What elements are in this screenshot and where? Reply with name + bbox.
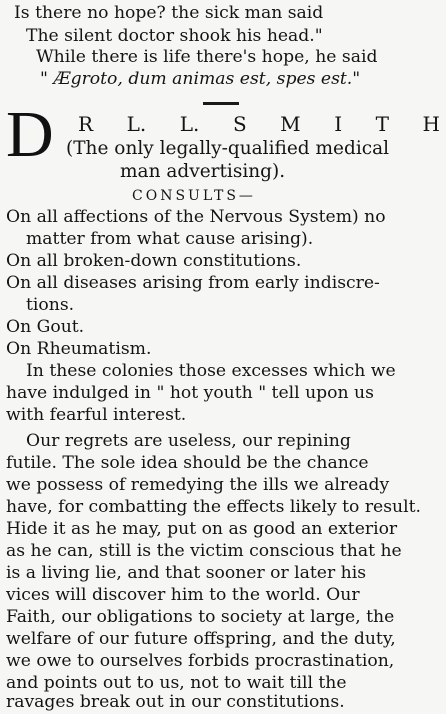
- list-item: matter from what cause arising).: [26, 229, 314, 249]
- body-line: Hide it as he may, put on as good an exterior: [6, 519, 398, 539]
- verse-line-3: While there is life there's hope, he said: [36, 47, 378, 67]
- body-line: futile. The sole idea should be the chance: [6, 453, 369, 473]
- body-line: as he can, still is the victim conscious that he: [6, 541, 402, 561]
- section-divider: [203, 102, 239, 105]
- body-line: have indulged in " hot youth " tell upon us: [6, 383, 374, 403]
- name-letter: I: [334, 112, 343, 136]
- body-line: is a living lie, and that sooner or later his: [6, 563, 367, 583]
- list-item: On all broken-down constitutions.: [6, 251, 302, 271]
- body-line: we owe to ourselves forbids procrastination,: [6, 651, 395, 671]
- list-item: tions.: [26, 295, 75, 315]
- body-line: In these colonies those excesses which we: [26, 361, 396, 381]
- list-item: On Gout.: [6, 317, 85, 337]
- body-line: vices will discover him to the world. Our: [6, 585, 360, 605]
- name-letter: H: [422, 112, 440, 136]
- body-line: with fearful interest.: [6, 405, 187, 425]
- list-item: On all affections of the Nervous System) no: [6, 207, 386, 227]
- body-line: have, for combatting the effects likely to result.: [6, 497, 421, 517]
- subtitle-line-2: man advertising).: [120, 161, 286, 182]
- doctor-name: [78, 112, 440, 136]
- name-letter: S: [232, 112, 247, 136]
- body-line: and points out to us, not to wait till the: [6, 673, 347, 693]
- name-letter: L.: [126, 112, 147, 136]
- verse-line-1: Is there no hope? the sick man said: [14, 3, 324, 23]
- subtitle-line-1: (The only legally-qualified medical: [66, 138, 390, 159]
- name-letter: L.: [179, 112, 200, 136]
- body-line: we possess of remedying the ills we already: [6, 475, 390, 495]
- body-line: welfare of our future offspring, and the duty,: [6, 629, 396, 649]
- name-letter: M: [280, 112, 301, 136]
- name-letter: T: [375, 112, 389, 136]
- list-item: On Rheumatism.: [6, 339, 152, 359]
- verse-line-4: " Ægroto, dum animas est, spes est.": [40, 69, 361, 89]
- body-line: ravages break out in our constitutions.: [6, 692, 345, 712]
- verse-line-2: The silent doctor shook his head.": [26, 26, 323, 46]
- consults-heading: CONSULTS—: [132, 188, 256, 204]
- name-letter: R: [78, 112, 94, 136]
- body-line: Faith, our obligations to society at large, the: [6, 607, 395, 627]
- body-line: Our regrets are useless, our repining: [26, 431, 351, 451]
- list-item: On all diseases arising from early indiscre-: [6, 273, 380, 293]
- drop-cap: D: [6, 98, 54, 171]
